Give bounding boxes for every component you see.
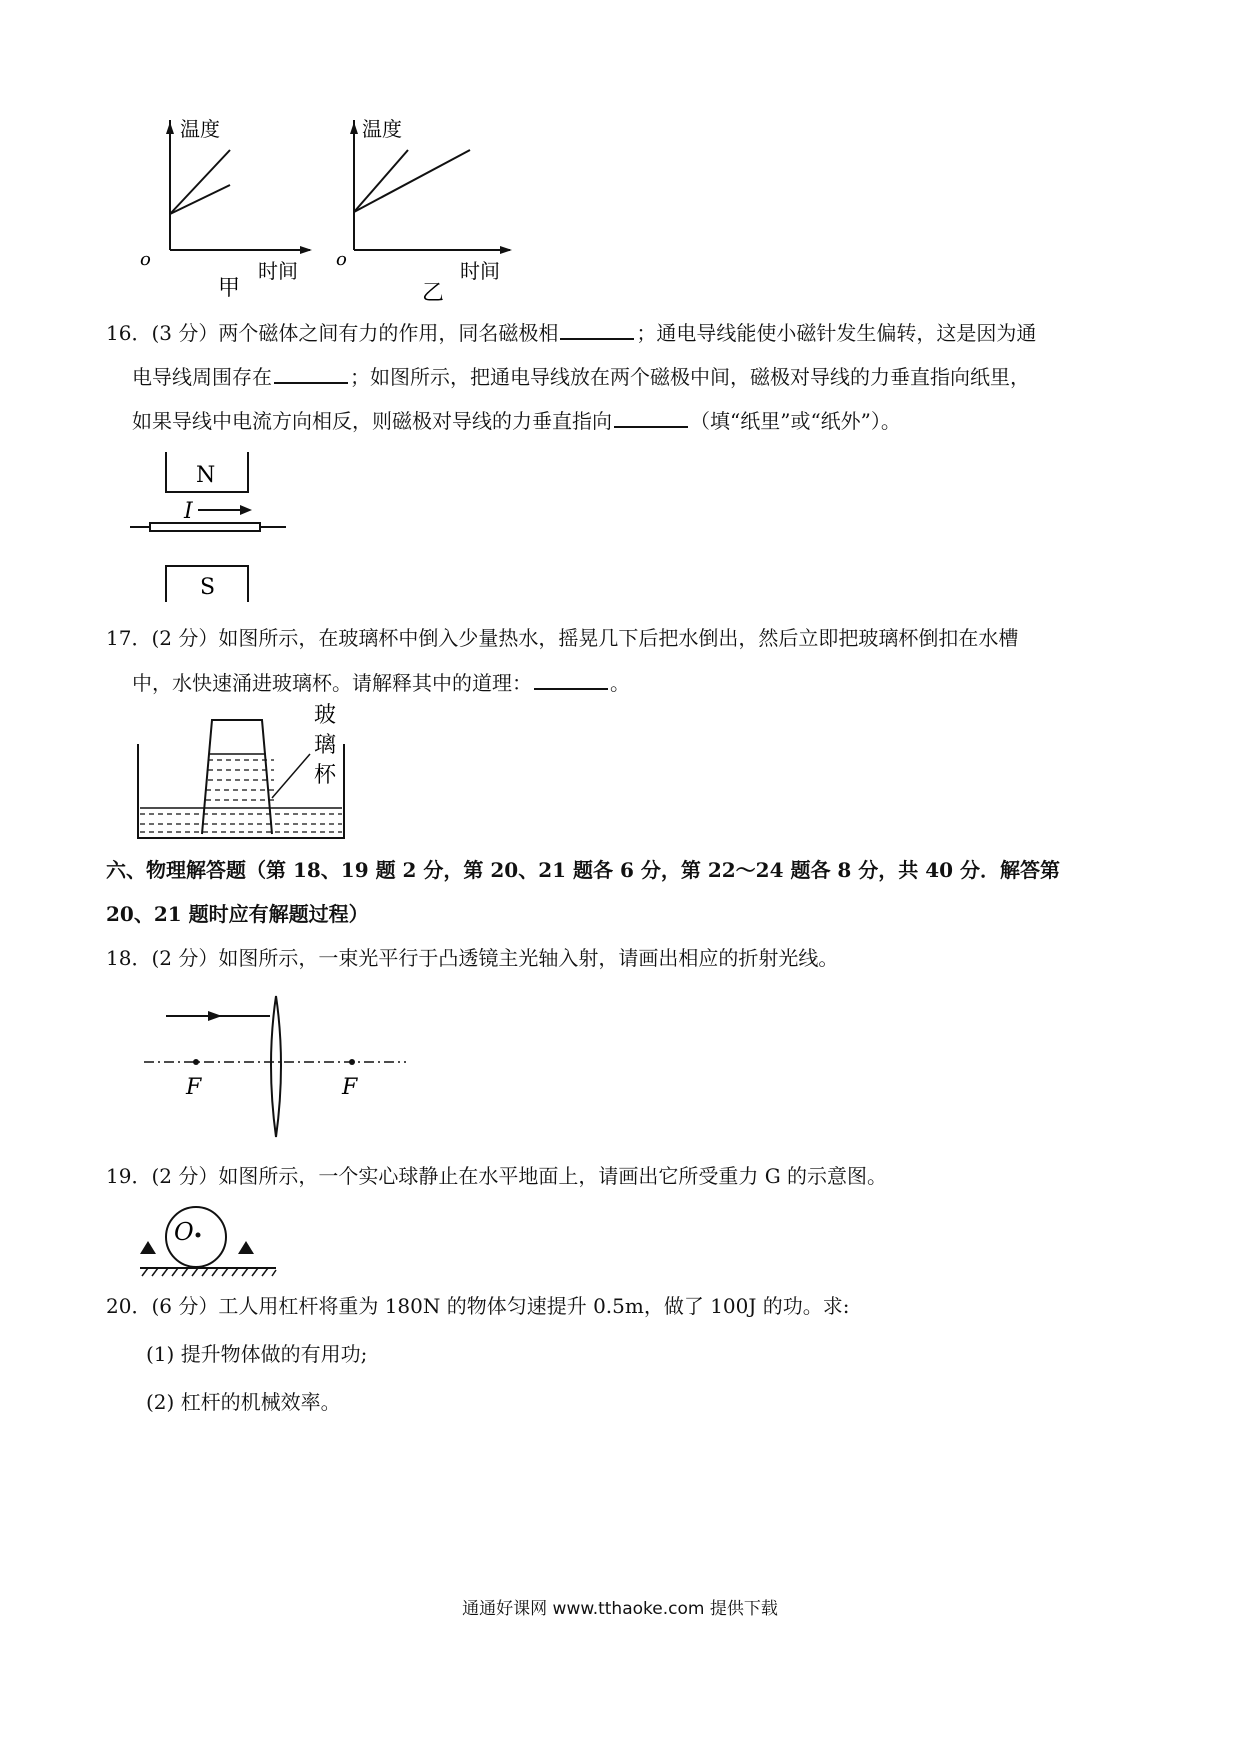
glass-label: 杯 bbox=[314, 763, 337, 788]
graph-xlabel: 时间 bbox=[460, 259, 500, 283]
graph-origin: o bbox=[140, 249, 151, 270]
q20-sub2: (2) 杠杆的机械效率。 bbox=[146, 1390, 341, 1414]
graph-yi bbox=[336, 117, 540, 340]
center-label: O bbox=[174, 1218, 194, 1246]
q18-text: 18．(2 分）如图所示，一束光平行于凸透镜主光轴入射，请画出相应的折射光线。 bbox=[106, 946, 839, 970]
graph-ylabel: 温度 bbox=[180, 117, 220, 141]
glass-label: 玻 bbox=[314, 703, 337, 728]
q16-text: ；通电导线能使小磁针发生偏转，这是因为通 bbox=[636, 321, 1037, 345]
page-footer: 通通好课网 www.tthaoke.com 提供下载 bbox=[462, 1599, 778, 1619]
glass-label: 璃 bbox=[314, 733, 337, 758]
magnet-figure bbox=[128, 452, 298, 612]
convex-lens bbox=[271, 996, 281, 1137]
graph-xlabel: 时间 bbox=[258, 259, 298, 283]
graph-caption: 甲 bbox=[218, 276, 241, 301]
glass-cup bbox=[202, 720, 272, 834]
graph-line-shallow bbox=[170, 185, 230, 214]
q17-text: 。 bbox=[610, 671, 630, 695]
q16-text: ；如图所示，把通电导线放在两个磁极中间，磁极对导线的力垂直指向纸里， bbox=[350, 365, 1030, 389]
q20-sub1: (1) 提升物体做的有用功; bbox=[146, 1342, 368, 1366]
graph-ylabel: 温度 bbox=[362, 117, 402, 141]
q16-text: 如果导线中电流方向相反，则磁极对导线的力垂直指向 bbox=[132, 409, 612, 433]
q16-text: 电导线周围存在 bbox=[132, 365, 272, 389]
graph-caption: 乙 bbox=[422, 281, 445, 306]
graph-origin: o bbox=[336, 249, 347, 270]
section-heading-cont: 20、21 题时应有解题过程） bbox=[106, 902, 369, 926]
answer-blank[interactable] bbox=[274, 362, 348, 384]
q16-text: 16．(3 分）两个磁体之间有力的作用，同名磁极相 bbox=[106, 321, 559, 345]
south-pole-label: S bbox=[200, 575, 216, 600]
current-label: I bbox=[184, 499, 193, 524]
answer-blank[interactable] bbox=[560, 318, 634, 340]
graph-line-steep bbox=[170, 150, 230, 214]
q17-line1: 17．(2 分）如图所示，在玻璃杯中倒入少量热水，摇晃几下后把水倒出，然后立即把玻璃杯倒扣在水槽 bbox=[106, 626, 1019, 650]
ball-figure bbox=[136, 1204, 286, 1284]
q16-line2 bbox=[132, 362, 1030, 391]
answer-blank[interactable] bbox=[614, 406, 688, 428]
q20-text: 20．(6 分）工人用杠杆将重为 180N 的物体匀速提升 0.5m，做了 100J 的功。求: bbox=[106, 1294, 850, 1318]
graph-line-shallow bbox=[354, 150, 470, 212]
focus-left-label: F bbox=[186, 1075, 202, 1100]
q17-text: 中，水快速涌进玻璃杯。请解释其中的道理： bbox=[132, 671, 532, 695]
q16-line1 bbox=[106, 318, 1036, 347]
graph-line-steep bbox=[354, 150, 408, 212]
answer-blank[interactable] bbox=[534, 668, 608, 690]
q17-line2 bbox=[132, 668, 630, 697]
graph-jia bbox=[140, 117, 320, 340]
q19-text: 19．(2 分）如图所示，一个实心球静止在水平地面上，请画出它所受重力 G 的示意图。 bbox=[106, 1164, 888, 1188]
focus-right-label: F bbox=[342, 1075, 358, 1100]
lens-figure bbox=[140, 992, 410, 1142]
north-pole-label: N bbox=[196, 463, 216, 488]
q16-text: （填“纸里”或“纸外”）。 bbox=[690, 409, 901, 433]
section-heading: 六、物理解答题（第 18、19 题 2 分，第 20、21 题各 6 分，第 22～24 题各 8 分，共 40 分．解答第 bbox=[106, 858, 1061, 882]
q16-line3 bbox=[132, 406, 901, 435]
glass-figure bbox=[132, 700, 362, 845]
